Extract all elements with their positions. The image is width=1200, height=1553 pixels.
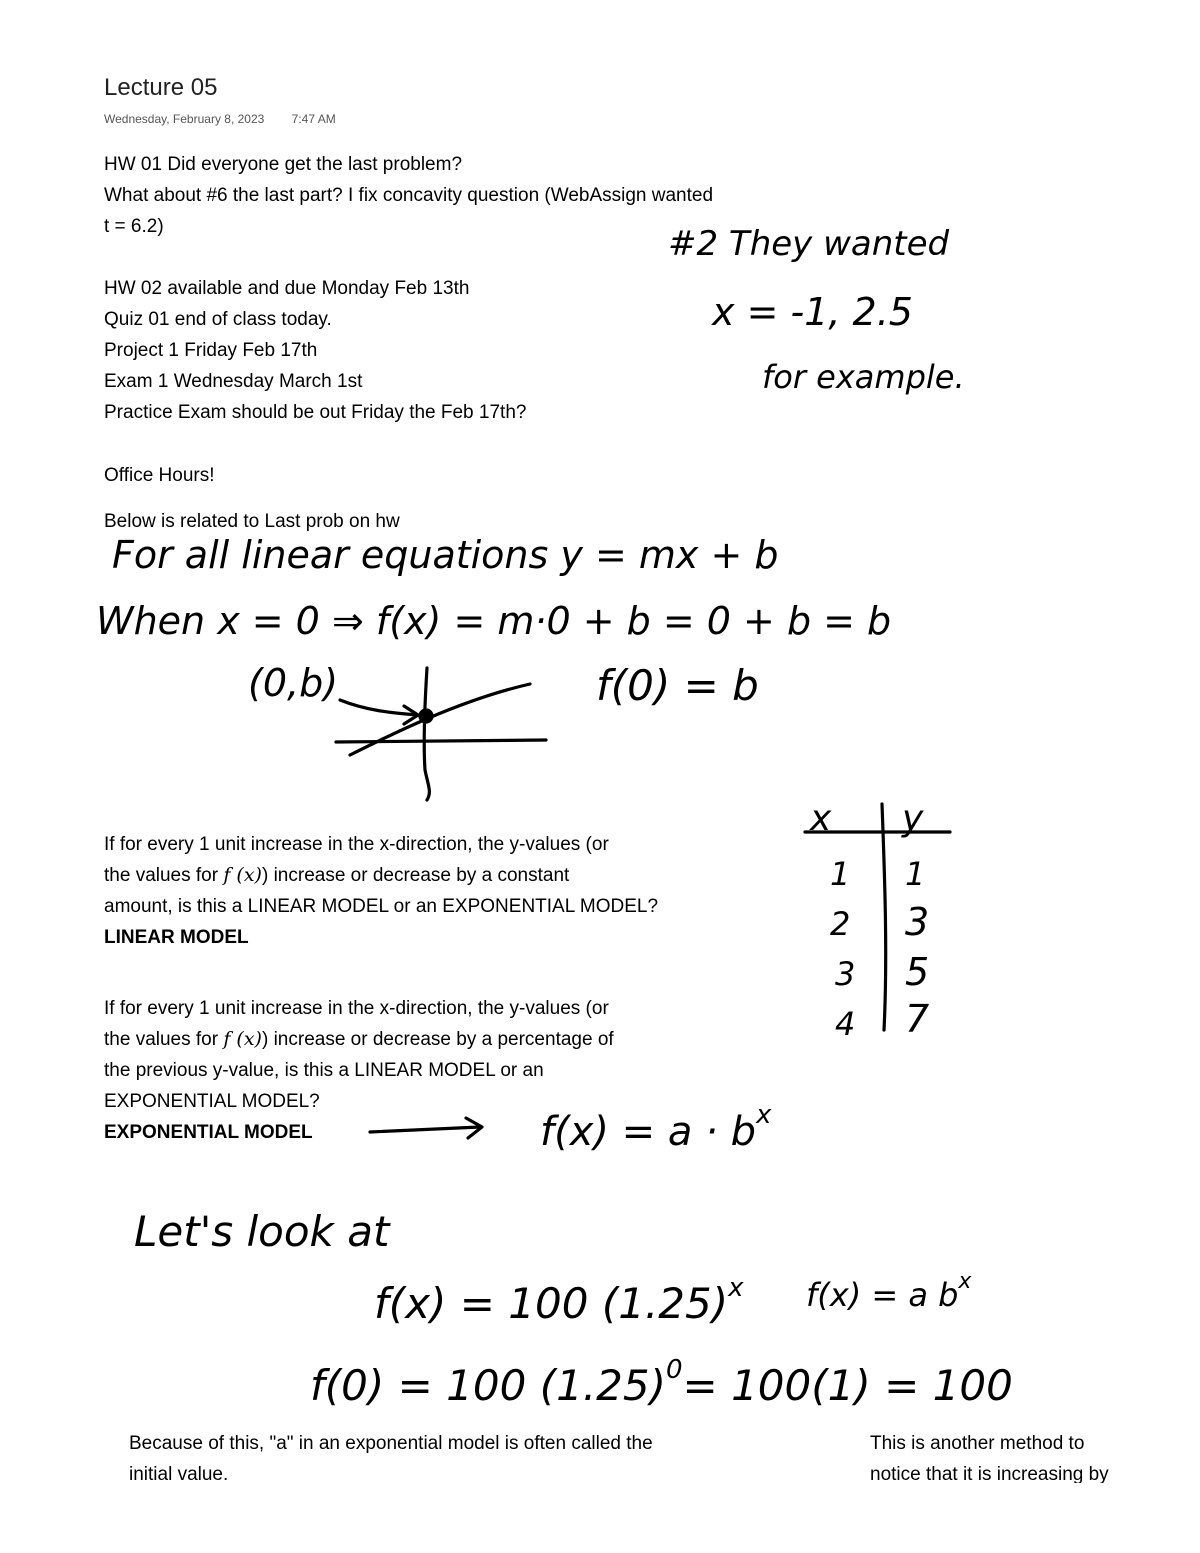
point-label-ink: (0,b) (248, 661, 339, 705)
hw2-note-line3: for example. (762, 358, 965, 396)
exp-form-ink: $f(x) = a \cdot b^x$ (540, 1100, 772, 1155)
exp-q-line2: the values for f (x)) increase or decrease by a percentage of (104, 1028, 614, 1050)
intercept-dot (420, 710, 432, 722)
lets-look-ink: Let's look at (134, 1207, 390, 1256)
hw01-line2: What about #6 the last part? I fix concavity question (WebAssign wanted (104, 185, 714, 206)
table-divider (882, 804, 886, 1030)
hw2-note-line2: x = -1, 2.5 (712, 290, 913, 334)
xy-table (805, 798, 950, 1043)
quiz-line: Quiz 01 end of class today. (104, 309, 332, 330)
project-line: Project 1 Friday Feb 17th (104, 340, 318, 361)
table-y-2: 3 (905, 900, 930, 944)
exam-line: Exam 1 Wednesday March 1st (104, 371, 363, 392)
hw2-note-line1: #2 They wanted (668, 224, 950, 264)
page-time: 7:47 AM (291, 112, 336, 126)
fx-symbol: f (x) (223, 864, 262, 886)
fx-100-ink: f(x) = 100 $(1.25)^x$ (374, 1273, 744, 1328)
exp-q-line1: If for every 1 unit increase in the x-direction, the y-values (or (104, 998, 609, 1019)
table-head-y: y (902, 798, 924, 839)
exp-q-line4: EXPONENTIAL MODEL? (104, 1091, 320, 1112)
table-y-4: 7 (905, 997, 930, 1041)
table-y-3: 5 (905, 950, 930, 994)
linear-q-line3: amount, is this a LINEAR MODEL or an EXPONENTIAL MODEL? (104, 896, 659, 917)
table-y-1: 1 (905, 855, 926, 893)
method-note: This is another method to notice that it is increasing by (870, 1433, 1109, 1483)
linear-q-line1: If for every 1 unit increase in the x-direction, the y-values (or (104, 834, 609, 855)
general-form-ink: f(x) = a $b^x$ (806, 1269, 972, 1314)
table-x-4: 4 (835, 1005, 856, 1043)
hw01-line3: t = 6.2) (104, 216, 164, 237)
exp-q-line3: the previous y-value, is this a LINEAR MODEL or an (104, 1060, 544, 1081)
linear-answer: LINEAR MODEL (104, 927, 249, 948)
y-axis-sketch (424, 668, 429, 800)
linear-eq-ink: For all linear equations y = mx + b (112, 533, 779, 577)
table-head-x: x (810, 798, 832, 839)
table-x-3: 3 (835, 955, 856, 993)
page-title: Lecture 05 (104, 74, 218, 101)
hw02-line: HW 02 available and due Monday Feb 13th (104, 278, 470, 299)
x-axis-sketch (336, 740, 546, 742)
arrow-to-exp-form (370, 1127, 480, 1132)
fx-symbol: f (x) (223, 1028, 262, 1050)
f0-b-ink: f(0) = b (596, 661, 759, 710)
initial-value-note: Because of this, "a" in an exponential model is often called the initial value. (129, 1433, 653, 1485)
office-hours: Office Hours! (104, 465, 215, 486)
linear-q-line2: the values for f (x)) increase or decrease by a constant (104, 864, 570, 886)
below-note: Below is related to Last prob on hw (104, 511, 400, 532)
table-x-2: 2 (830, 905, 851, 943)
hw01-line1: HW 01 Did everyone get the last problem? (104, 154, 463, 175)
f0-calc-ink: f(0) = 100 $(1.25)^0= 100(1) = 100$ (310, 1355, 1013, 1410)
page-date: Wednesday, February 8, 2023 (104, 112, 265, 126)
line-sketch (350, 684, 530, 755)
y-intercept-sketch (248, 661, 546, 800)
exponential-answer: EXPONENTIAL MODEL (104, 1122, 313, 1143)
table-x-1: 1 (830, 855, 851, 893)
practice-line: Practice Exam should be out Friday the Feb 17th? (104, 402, 527, 423)
when-x0-ink: When x = 0 ⇒ f(x) = m·0 + b = 0 + b = b (96, 599, 892, 643)
